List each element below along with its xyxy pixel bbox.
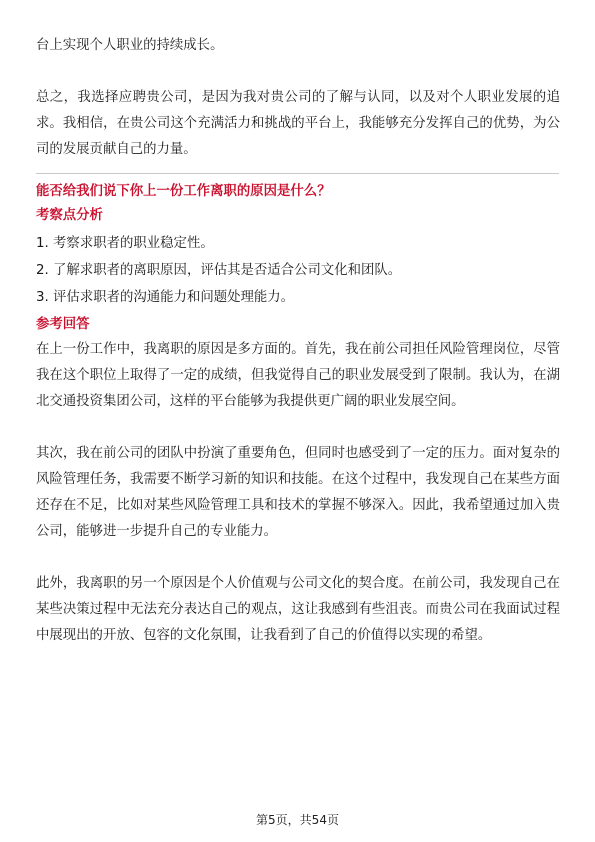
page-content — [36, 33, 560, 649]
list-item: 3. 评估求职者的沟通能力和问题处理能力。 — [36, 290, 295, 305]
list-item: 1. 考察求职者的职业稳定性。 — [36, 236, 214, 251]
list-item: 2. 了解求职者的离职原因，评估其是否适合公司文化和团队。 — [36, 263, 402, 278]
answer-paragraph-3: 此外，我离职的另一个原因是个人价值观与公司文化的契合度。在前公司，我发现自己在某些决策过程中无法充分表达自己的观点，这让我感到有些沮丧。而贵公司在我面试过程中展现出的开放、包容的文化氛围，让我看到了自己的价值得以实现的希望。 — [36, 576, 560, 643]
answer-title: 参考回答 — [36, 317, 90, 332]
answer-paragraph-1: 在上一份工作中，我离职的原因是多方面的。首先，我在前公司担任风险管理岗位，尽管我在这个职位上取得了一定的成绩，但我觉得自己的职业发展受到了限制。我认为，在湖北交通投资集团公司，这样的平台能够为我提供更广阔的职业发展空间。 — [36, 342, 560, 409]
spacer — [36, 545, 560, 571]
spacer — [36, 415, 560, 441]
intro-tail-paragraph: 台上实现个人职业的持续成长。 — [36, 38, 224, 53]
analysis-list — [36, 230, 560, 311]
spacer — [36, 59, 560, 85]
summary-paragraph: 总之，我选择应聘贵公司，是因为我对贵公司的了解与认同，以及对个人职业发展的追求。我相信，在贵公司这个充满活力和挑战的平台上，我能够充分发挥自己的优势，为公司的发展贡献自己的力量。 — [36, 90, 560, 157]
analysis-title: 考察点分析 — [36, 208, 103, 223]
page-number: 第5页，共54页 — [256, 813, 339, 827]
answer-paragraph-2: 其次，我在前公司的团队中扮演了重要角色，但同时也感受到了一定的压力。面对复杂的风险管理任务，我需要不断学习新的知识和技能。在这个过程中，我发现自己在某些方面还存在不足，比如对某些风险管理工具和技术的掌握不够深入。因此，我希望通过加入贵公司，能够进一步提升自己的专业能力。 — [36, 446, 560, 539]
section-divider — [36, 173, 559, 174]
question-heading: 能否给我们说下你上一份工作离职的原因是什么？ — [36, 184, 331, 199]
